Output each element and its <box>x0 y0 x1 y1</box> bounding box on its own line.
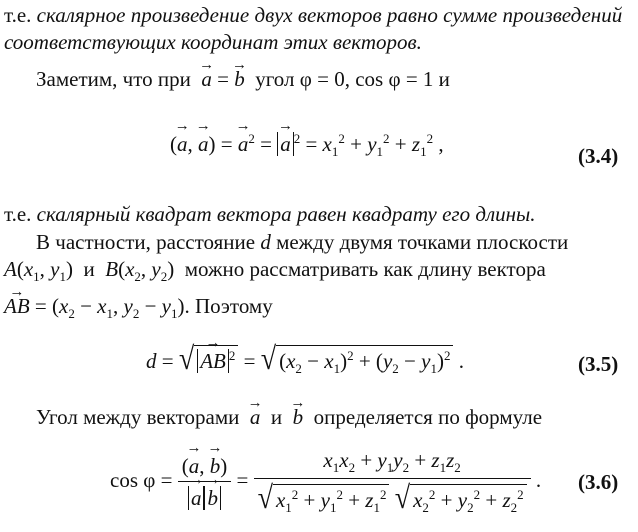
paragraph-line <box>36 404 542 430</box>
text-fragment: угол φ = 0, cos φ = 1 и <box>255 67 450 91</box>
equation-3-4: (→ a, → a) = → $a^2$ = → a $^2 = x_1^2 + y_1^2 + z_1^2$ , <box>170 131 444 160</box>
text-fragment: В частности, расстояние <box>36 230 256 254</box>
text-fragment: и <box>270 405 283 429</box>
math-symbol: → a <box>245 405 266 429</box>
equation-3-5: d = √→ AB $^2$ = √ $(x_2 - x_1)^2 + (y_2 - y_1)^2$ . <box>146 344 464 377</box>
paragraph-line <box>4 256 546 290</box>
equation-number: (3.4) <box>578 144 619 168</box>
italic-statement: скалярное произведение двух векторов равно сумме произведений <box>36 3 623 27</box>
text-fragment: и <box>83 257 95 281</box>
vector-ab-definition: → AB = ($x_2 - x_1$, $y_2 - y_1$) <box>4 294 185 318</box>
equation-number: (3.5) <box>578 352 619 376</box>
text-fragment: можно рассматривать как длину вектора <box>184 257 546 281</box>
fraction-left: (→ a, → b) → a→ b <box>178 454 232 511</box>
paragraph-line <box>36 66 450 92</box>
paragraph-line <box>4 201 536 227</box>
point-a: $A(x_1$, $y_1$) <box>4 257 73 285</box>
text-prefix: т.е. <box>4 3 32 27</box>
equation-number: (3.6) <box>578 470 619 494</box>
math-symbol: d <box>260 230 271 254</box>
vector-equality: → a = → b <box>196 67 250 91</box>
italic-statement: скалярный квадрат вектора равен квадрату его длины. <box>36 202 536 226</box>
text-fragment: . Поэтому <box>184 294 273 318</box>
text-fragment: Заметим, что при <box>36 67 191 91</box>
text-fragment: определяется по формуле <box>313 405 543 429</box>
text-fragment: Угол между векторами <box>36 405 240 429</box>
fraction-right: $\frac{x_1x_2 + y_1y_2 + z_1z_2}{√ x_1^2 + y_1^2 + z_1^2 √ x_2^2 + y_2^2 + z_2^2}$ <box>254 448 531 516</box>
text-fragment: между двумя точками плоскости <box>276 230 569 254</box>
math-symbol: → b <box>287 405 308 429</box>
text-prefix: т.е. <box>4 202 32 226</box>
paragraph-line <box>4 2 622 28</box>
paragraph-line <box>36 229 568 255</box>
paragraph-line: соответствующих координат этих векторов. <box>4 30 422 54</box>
paragraph-line <box>4 293 273 327</box>
equation-3-6: cos φ = (→ a, → b) → a→ b = $\frac{x_1x_2 + y_1y_2 + z_1z_2}{√ x_1^2 + y_1^2 + z_1^2 √ x_2^2 + y_2^2 + z_2^2}$ . <box>110 448 541 516</box>
point-b: $B(x_2$, $y_2$) <box>105 257 175 285</box>
